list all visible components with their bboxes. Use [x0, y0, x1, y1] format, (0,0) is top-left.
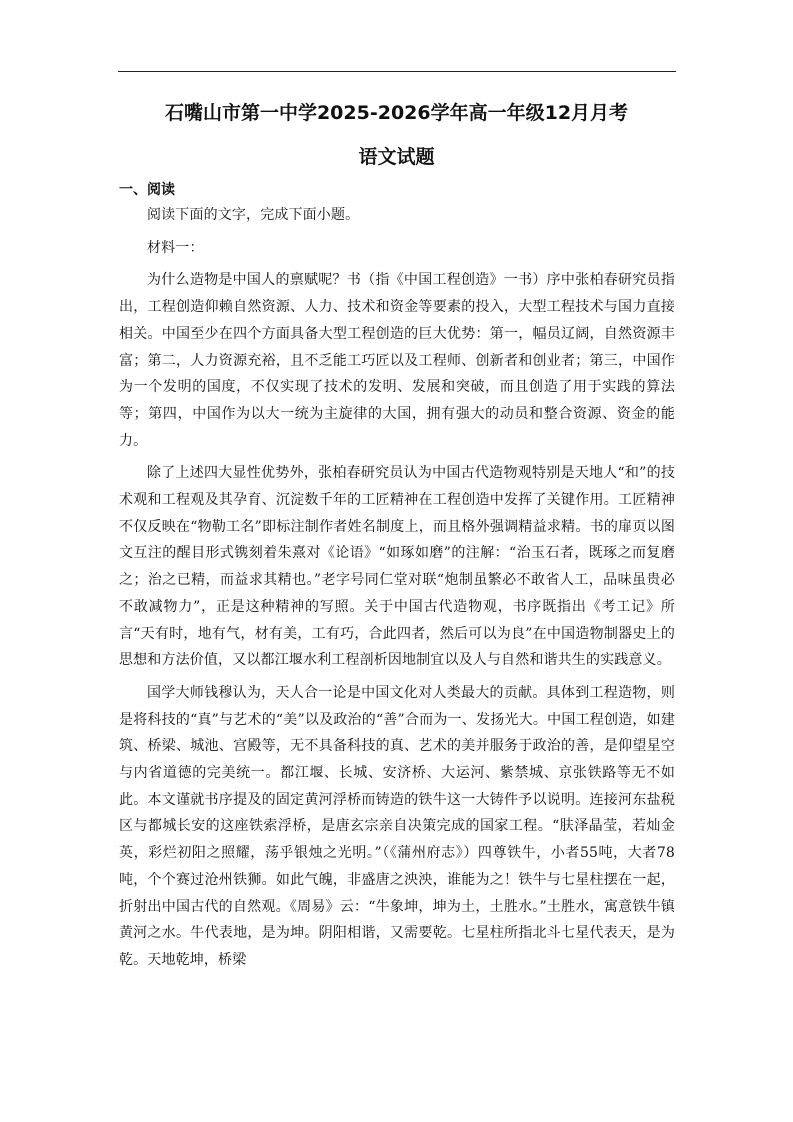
- reading-passage: [119, 202, 675, 974]
- section-heading: 一、阅读: [119, 182, 175, 198]
- exam-subject: 语文试题: [358, 146, 435, 168]
- material-label: 材料一：: [147, 239, 204, 256]
- top-divider: [118, 71, 676, 72]
- paragraph: 国学大师钱穆认为，天人合一论是中国文化对人类最大的贡献。具体到工程造物，则是将科技的“真”与艺术的“美”以及政治的“善”合而为一、发扬光大。中国工程创造，如建筑、桥梁、城池、宫殿等，无不具备科技的真、艺术的美并服务于政治的善，是仰望星空与内省道德的完美统一。都江堰、长城、安济桥、大运河、紫禁城、京张铁路等无不如此。本文谨就书序提及的固定黄河浮桥而铸造的铁牛这一大铸件予以说明。连接河东盐税区与都城长安的这座铁索浮桥，是唐玄宗亲自决策完成的国家工程。“肤泽晶莹，若灿金英，彩烂初阳之照耀，荡乎银烛之光明。”（《蒲州府志》）四尊铁牛，小者55吨，大者78吨，个个赛过沧州铁狮。如此气魄，非盛唐之泱泱，谁能为之！铁牛与七星柱摆在一起，折射出中国古代的自然观。《周易》云：“牛象坤，坤为土，土胜水。”土胜水，寓意铁牛镇黄河之水。牛代表地，是为坤。阴阳相谐，又需要乾。七星柱所指北斗七星代表天，是为乾。天地乾坤，桥梁: [119, 684, 675, 968]
- paragraph: 为什么造物是中国人的禀赋呢？书（指《中国工程创造》一书）序中张柏春研究员指出，工程创造仰赖自然资源、人力、技术和资金等要素的投入，大型工程技术与国力直接相关。中国至少在四个方面具备大型工程创造的巨大优势：第一，幅员辽阔，自然资源丰富；第二，人力资源充裕，且不乏能工巧匠以及工程师、创新者和创业者；第三，中国作为一个发明的国度，不仅实现了技术的发明、发展和突破，而且创造了用于实践的算法等；第四，中国作为以大一统为主旋律的大国，拥有强大的动员和整合资源、资金的能力。: [119, 272, 675, 449]
- instruction-text: 阅读下面的文字，完成下面小题。: [147, 207, 360, 223]
- paragraph: 除了上述四大显性优势外，张柏春研究员认为中国古代造物观特别是天地人“和”的技术观和工程观及其孕育、沉淀数千年的工匠精神在工程创造中发挥了关键作用。工匠精神不仅反映在“物勒工名”即标注制作者姓名制度上，而且格外强调精益求精。书的扉页以图文互注的醒目形式镌刻着朱熹对《论语》“如琢如磨”的注解：“治玉石者，既琢之而复磨之；治之已精，而益求其精也。”老字号同仁堂对联“炮制虽繁必不敢省人工，品味虽贵必不敢减物力”，正是这种精神的写照。关于中国古代造物观，书序既指出《考工记》所言“天有时，地有气，材有美，工有巧，合此四者，然后可以为良”在中国造物制器史上的思想和方法价值，又以都江堰水利工程剖析因地制宜以及人与自然和谐共生的实践意义。: [119, 465, 675, 669]
- exam-title: 石嘴山市第一中学2025-2026学年高一年级12月月考: [164, 102, 629, 124]
